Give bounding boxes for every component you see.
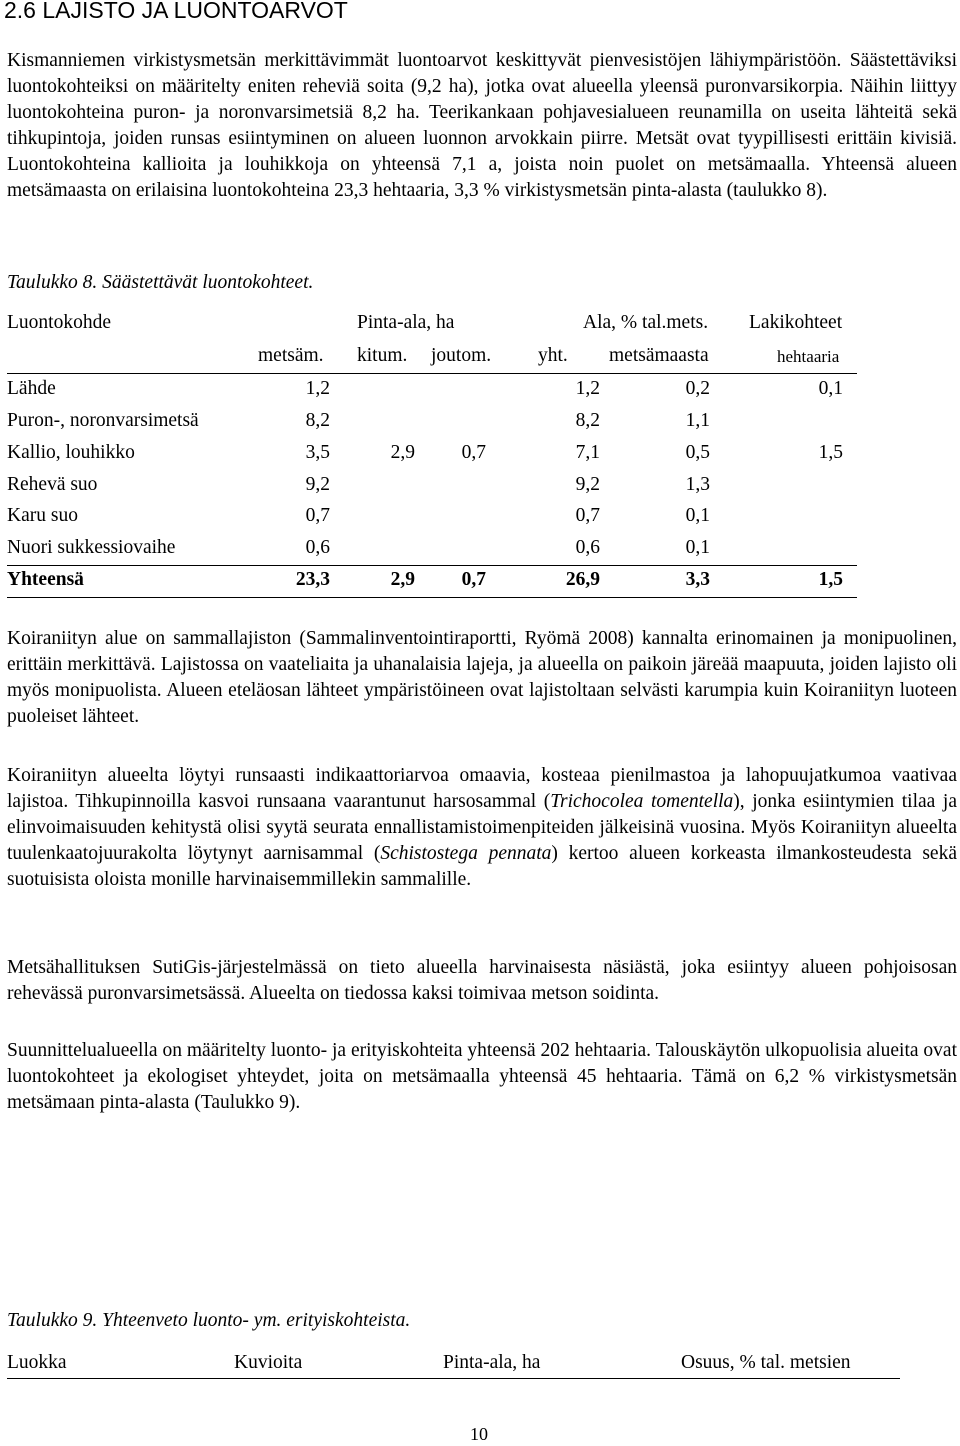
table8-header-kitum: kitum. xyxy=(357,345,408,366)
section-heading: 2.6 LAJISTO JA LUONTOARVOT xyxy=(4,0,348,23)
table9-header-pinta-ala: Pinta-ala, ha xyxy=(443,1352,541,1373)
table8-header-pinta-ala: Pinta-ala, ha xyxy=(357,312,455,333)
table9-caption: Taulukko 9. Yhteenveto luonto- ym. erityiskohteista. xyxy=(7,1310,411,1331)
row-name: Lähde xyxy=(7,378,56,399)
table9-header-osuus: Osuus, % tal. metsien xyxy=(681,1352,851,1373)
table8-header-hehtaaria: hehtaaria xyxy=(777,347,840,366)
row-pct: 0,2 xyxy=(685,378,710,399)
table8-header-yht: yht. xyxy=(538,345,568,366)
table8-header-luontokohde: Luontokohde xyxy=(7,312,111,333)
table9-header-luokka: Luokka xyxy=(7,1352,67,1373)
row-metsam: 0,6 xyxy=(305,537,330,558)
total-pct: 3,3 xyxy=(685,569,710,590)
paragraph-koiraniitty-moss: Koiraniityn alue on sammallajiston (Sammalinventointiraportti, Ryömä 2008) kannalta erinomainen ja monipuolinen, erittäin merkittävä. Lajistossa on vaateliaita ja uhanalaisia lajeja, ja alueella on paikoin järeää maapuuta, joiden lajisto oli myös monipuolista. Alueen eteläosan lähteet ympäristöineen ovat lajistoltaan selvästi karumpia kuin Koiraniityn luoteen puoleiset lähteet. xyxy=(7,628,957,727)
species-trichocolea: Trichocolea tomentella xyxy=(550,791,734,812)
table8-header-joutom: joutom. xyxy=(431,345,492,366)
paragraph-intro: Kismanniemen virkistysmetsän merkittävimmät luontoarvot keskittyvät pienvesistöjen lähiympäristöön. Säästettäviksi luontokohteiksi on määritelty eniten reheviä soita (9,2 ha), jotka ovat alueella yleensä puronvarsikorpia. Näihin liittyy luontokohteina puron- ja noronvarsimetsiä 8,2 ha. Teerikankaan pohjavesialueen reunamilla on useita lähteitä sekä tihkupintoja, joiden runsas esiintyminen on alueen luonnon arvokkain piirre. Metsät ovat tyypillisesti erittäin kivisiä. Luontokohteina kallioita ja louhikkoja on yhteensä 7,1 a, joista noin puolet on metsämaalla. Yhteensä alueen metsämaasta on erilaisina luontokohteina 23,3 hehtaaria, 3,3 % virkistysmetsän pinta-alasta (taulukko 8). xyxy=(7,50,957,201)
total-kitum: 2,9 xyxy=(390,569,415,590)
row-pct: 1,1 xyxy=(685,410,710,431)
row-yht: 9,2 xyxy=(575,474,600,495)
row-pct: 1,3 xyxy=(685,474,710,495)
paragraph3-part3: ) kertoo alueen korkeasta ilmankosteudesta sekä suotuisista oloista monille harvinaisemmillekin sammalille. xyxy=(7,843,957,890)
paragraph3-part2: ), jonka esiintymien tilaa ja elinvoimaisuuden kehitystä olisi syytä seurata ennallistamistoimenpiteiden jälkeisinä vuosina. Myös Koiraniityn alueelta tuulenkaatojuurakolta löytynyt aarnisammal ( xyxy=(7,791,957,864)
page-number: 10 xyxy=(470,1424,488,1444)
row-name: Karu suo xyxy=(7,505,78,526)
total-metsam: 23,3 xyxy=(295,569,330,590)
paragraph-summary: Suunnittelualueella on määritelty luonto- ja erityiskohteita yhteensä 202 hehtaaria. Talouskäytön ulkopuolisia alueita ovat luontokohteet ja ekologiset yhteydet, joita on metsämaalla yhteensä 45 hehtaaria. Tämä on 6,2 % virkistysmetsän metsämaan pinta-alasta (Taulukko 9). xyxy=(7,1040,957,1113)
row-metsam: 0,7 xyxy=(305,505,330,526)
total-laki: 1,5 xyxy=(818,569,843,590)
row-pct: 0,1 xyxy=(685,537,710,558)
row-metsam: 1,2 xyxy=(305,378,330,399)
row-yht: 1,2 xyxy=(575,378,600,399)
table8-caption: Taulukko 8. Säästettävät luontokohteet. xyxy=(7,272,314,293)
table8-header-rule xyxy=(7,373,857,374)
row-pct: 0,5 xyxy=(685,442,710,463)
table8-bottom-rule xyxy=(7,597,857,598)
row-metsam: 3,5 xyxy=(305,442,330,463)
row-laki: 0,1 xyxy=(818,378,843,399)
row-joutom: 0,7 xyxy=(461,442,486,463)
total-yht: 26,9 xyxy=(565,569,600,590)
total-name: Yhteensä xyxy=(7,569,84,590)
row-yht: 8,2 xyxy=(575,410,600,431)
table8-header-ala-pct: Ala, % tal.mets. xyxy=(583,312,709,333)
table8-header-metsam: metsäm. xyxy=(258,345,324,366)
row-name: Rehevä suo xyxy=(7,474,98,495)
paragraph-sutigis: Metsähallituksen SutiGis-järjestelmässä on tieto alueella harvinaisesta näsiästä, joka esiintyy alueen pohjoisosan rehevässä puronvarsimetsässä. Alueelta on tiedossa kaksi toimivaa metson soidinta. xyxy=(7,957,957,1004)
row-metsam: 8,2 xyxy=(305,410,330,431)
row-yht: 0,6 xyxy=(575,537,600,558)
paragraph-koiraniitty-species xyxy=(7,763,957,893)
row-kitum: 2,9 xyxy=(390,442,415,463)
table9-header-kuvioita: Kuvioita xyxy=(234,1352,303,1373)
row-name: Kallio, louhikko xyxy=(7,442,135,463)
table8-total-rule xyxy=(7,565,857,566)
row-name: Nuori sukkessiovaihe xyxy=(7,537,176,558)
paragraph3-part1: Koiraniityn alueelta löytyi runsaasti indikaattoriarvoa omaavia, kosteaa pienilmastoa ja lahopuujatkumoa vaativaa lajistoa. Tihkupinnoilla kasvoi runsaana vaarantunut harsosammal ( xyxy=(7,765,957,812)
table8-header-lakikohteet: Lakikohteet xyxy=(749,312,843,333)
row-yht: 0,7 xyxy=(575,505,600,526)
row-metsam: 9,2 xyxy=(305,474,330,495)
row-laki: 1,5 xyxy=(818,442,843,463)
table9-header-rule xyxy=(7,1378,900,1379)
row-yht: 7,1 xyxy=(575,442,600,463)
total-joutom: 0,7 xyxy=(461,569,486,590)
table8-header-metsamaasta: metsämaasta xyxy=(609,345,709,366)
species-schistostega: Schistostega pennata xyxy=(380,843,552,864)
row-pct: 0,1 xyxy=(685,505,710,526)
row-name: Puron-, noronvarsimetsä xyxy=(7,410,199,431)
